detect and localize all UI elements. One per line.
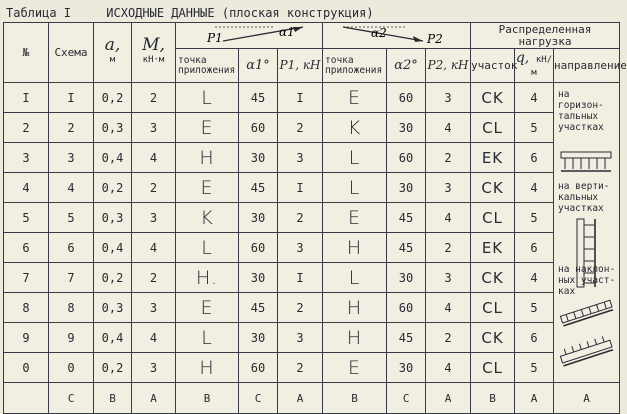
- row-number: 5: [4, 203, 49, 233]
- alpha1-cell: 30: [239, 143, 278, 173]
- direction-vertical-label: на верти- кальных участках: [558, 181, 610, 214]
- alpha2-cell: 30: [387, 173, 426, 203]
- col-moment-header: M, кН·м: [132, 23, 176, 83]
- q-cell: 4: [515, 263, 554, 293]
- alpha2-cell: 60: [387, 293, 426, 323]
- p2-kn-header: P2, кН: [426, 49, 471, 83]
- a-cell: 0,4: [94, 323, 132, 353]
- moment-cell: 4: [132, 233, 176, 263]
- a-cell: 0,4: [94, 143, 132, 173]
- footer-cell: А: [132, 383, 176, 414]
- distributed-load-header: Распределенная нагрузка: [471, 23, 620, 49]
- alpha1-cell: 30: [239, 203, 278, 233]
- alpha2-cell: 60: [387, 83, 426, 113]
- section-cell: CL: [471, 293, 515, 323]
- moment-cell: 3: [132, 113, 176, 143]
- footer-cell: С: [49, 383, 94, 414]
- p2-cell: 4: [426, 113, 471, 143]
- table-row: [4, 263, 620, 293]
- alpha1-label: α1: [279, 25, 295, 39]
- alpha1-header: α1°: [239, 49, 278, 83]
- p1-cell: 2: [278, 203, 323, 233]
- moment-cell: 4: [132, 323, 176, 353]
- moment-cell: 3: [132, 353, 176, 383]
- footer-cell: В: [323, 383, 387, 414]
- row-number: 4: [4, 173, 49, 203]
- scheme-cell: 0: [49, 353, 94, 383]
- alpha2-cell: 45: [387, 203, 426, 233]
- q-cell: 5: [515, 353, 554, 383]
- moment-cell: 4: [132, 143, 176, 173]
- alpha1-cell: 45: [239, 293, 278, 323]
- inclined-load-icon-1: [557, 298, 617, 330]
- moment-cell: 2: [132, 83, 176, 113]
- point2-cell: E: [323, 83, 387, 113]
- section-cell: EK: [471, 143, 515, 173]
- a-cell: 0,2: [94, 173, 132, 203]
- section-cell: CK: [471, 323, 515, 353]
- footer-cell: А: [515, 383, 554, 414]
- row-number: 7: [4, 263, 49, 293]
- point1-cell: E: [176, 293, 239, 323]
- initial-data-table: [3, 22, 627, 414]
- section-cell: CK: [471, 83, 515, 113]
- p1-cell: 3: [278, 323, 323, 353]
- row-number: 0: [4, 353, 49, 383]
- inclined-load-icon-2: [557, 338, 617, 370]
- a-cell: 0,2: [94, 353, 132, 383]
- scheme-cell: 8: [49, 293, 94, 323]
- q-cell: 6: [515, 143, 554, 173]
- section-cell: CK: [471, 263, 515, 293]
- point2-cell: H: [323, 293, 387, 323]
- moment-cell: 3: [132, 203, 176, 233]
- section-cell: CL: [471, 113, 515, 143]
- footer-cell: В: [471, 383, 515, 414]
- direction-horizontal-label: на горизон- тальных участках: [558, 89, 604, 133]
- direction-inclined-label: на наклон- ных участ- ках: [558, 264, 616, 297]
- p2-cell: 2: [426, 143, 471, 173]
- col-number-header: №: [4, 23, 49, 83]
- scheme-cell: 2: [49, 113, 94, 143]
- alpha2-header: α2°: [387, 49, 426, 83]
- row-number: 2: [4, 113, 49, 143]
- section-cell: CL: [471, 203, 515, 233]
- point2-cell: E: [323, 353, 387, 383]
- footer-cell: В: [94, 383, 132, 414]
- row-number: I: [4, 83, 49, 113]
- point1-cell: H: [176, 143, 239, 173]
- alpha2-cell: 45: [387, 233, 426, 263]
- alpha1-cell: 60: [239, 353, 278, 383]
- alpha2-cell: 30: [387, 113, 426, 143]
- alpha2-cell: 60: [387, 143, 426, 173]
- alpha1-cell: 30: [239, 263, 278, 293]
- alpha1-cell: 30: [239, 323, 278, 353]
- table-row: [4, 203, 620, 233]
- point2-cell: L: [323, 143, 387, 173]
- footer-cell: В: [176, 383, 239, 414]
- scheme-cell: 5: [49, 203, 94, 233]
- p2-label: P2: [426, 32, 443, 46]
- footer-cell: А: [426, 383, 471, 414]
- direction-cell: [554, 83, 620, 383]
- footer-cell: [4, 383, 49, 414]
- q-cell: 5: [515, 203, 554, 233]
- point2-cell: K: [323, 113, 387, 143]
- force2-vector-icon: [327, 23, 467, 45]
- moment-cell: 3: [132, 293, 176, 323]
- row-number: 6: [4, 233, 49, 263]
- point1-header: точка приложения: [176, 49, 239, 83]
- a-cell: 0,3: [94, 113, 132, 143]
- p2-cell: 2: [426, 233, 471, 263]
- q-cell: 5: [515, 113, 554, 143]
- point1-cell: E: [176, 173, 239, 203]
- p1-cell: 3: [278, 143, 323, 173]
- force2-header: [323, 23, 471, 49]
- p2-cell: 4: [426, 293, 471, 323]
- row-number: 9: [4, 323, 49, 353]
- row-number: 8: [4, 293, 49, 323]
- alpha1-cell: 45: [239, 173, 278, 203]
- moment-cell: 2: [132, 173, 176, 203]
- p1-label: P1: [207, 31, 223, 45]
- table-row: [4, 83, 620, 113]
- table-row: [4, 143, 620, 173]
- alpha1-cell: 60: [239, 233, 278, 263]
- section-header: участок: [471, 49, 515, 83]
- direction-header: направление: [554, 49, 620, 83]
- point1-cell: K: [176, 203, 239, 233]
- point2-cell: E: [323, 203, 387, 233]
- p1-cell: 2: [278, 293, 323, 323]
- p2-cell: 2: [426, 323, 471, 353]
- footer-cell: С: [239, 383, 278, 414]
- alpha1-cell: 60: [239, 113, 278, 143]
- point1-cell: L: [176, 233, 239, 263]
- table-title: ИСХОДНЫЕ ДАННЫЕ (плоская конструкция): [106, 6, 374, 20]
- point1-cell: L: [176, 323, 239, 353]
- q-cell: 6: [515, 233, 554, 263]
- p1-kn-header: P1, кН: [278, 49, 323, 83]
- horizontal-load-icon: [559, 151, 615, 173]
- point1-cell: L: [176, 83, 239, 113]
- table-number: Таблица I: [6, 6, 72, 20]
- point1-cell: E: [176, 113, 239, 143]
- p1-cell: 3: [278, 233, 323, 263]
- p1-cell: 2: [278, 353, 323, 383]
- a-cell: 0,4: [94, 233, 132, 263]
- q-cell: 6: [515, 323, 554, 353]
- force1-vector-icon: [179, 23, 319, 45]
- p1-cell: I: [278, 83, 323, 113]
- p2-cell: 4: [426, 353, 471, 383]
- footer-cell: А: [554, 383, 620, 414]
- table-caption: [6, 6, 374, 20]
- alpha2-label: α2: [370, 26, 387, 40]
- footer-cell: А: [278, 383, 323, 414]
- section-cell: CL: [471, 353, 515, 383]
- a-cell: 0,2: [94, 83, 132, 113]
- point2-cell: L: [323, 173, 387, 203]
- moment-cell: 2: [132, 263, 176, 293]
- section-cell: CK: [471, 173, 515, 203]
- alpha2-cell: 30: [387, 353, 426, 383]
- scheme-cell: 4: [49, 173, 94, 203]
- q-cell: 4: [515, 173, 554, 203]
- table-row: [4, 233, 620, 263]
- col-a-header: a, м: [94, 23, 132, 83]
- footer-row: [4, 383, 620, 414]
- p2-cell: 3: [426, 263, 471, 293]
- scheme-cell: 7: [49, 263, 94, 293]
- a-cell: 0,3: [94, 203, 132, 233]
- table-row: [4, 323, 620, 353]
- scheme-cell: 3: [49, 143, 94, 173]
- point2-cell: L: [323, 263, 387, 293]
- footer-cell: С: [387, 383, 426, 414]
- table-row: [4, 173, 620, 203]
- scheme-cell: 6: [49, 233, 94, 263]
- row-number: 3: [4, 143, 49, 173]
- scheme-cell: I: [49, 83, 94, 113]
- q-header: q, кН/м: [515, 49, 554, 83]
- point2-cell: H: [323, 233, 387, 263]
- p2-cell: 4: [426, 203, 471, 233]
- p1-cell: 2: [278, 113, 323, 143]
- p1-cell: I: [278, 173, 323, 203]
- a-cell: 0,2: [94, 263, 132, 293]
- alpha2-cell: 45: [387, 323, 426, 353]
- force1-header: [176, 23, 323, 49]
- point2-header: точка приложения: [323, 49, 387, 83]
- p2-cell: 3: [426, 83, 471, 113]
- point1-cell: H: [176, 353, 239, 383]
- table-row: [4, 113, 620, 143]
- q-cell: 5: [515, 293, 554, 323]
- p2-cell: 3: [426, 173, 471, 203]
- col-scheme-header: Схема: [49, 23, 94, 83]
- table-row: [4, 293, 620, 323]
- point2-cell: H: [323, 323, 387, 353]
- table-row: [4, 353, 620, 383]
- a-cell: 0,3: [94, 293, 132, 323]
- point1-cell: H.: [176, 263, 239, 293]
- section-cell: EK: [471, 233, 515, 263]
- q-cell: 4: [515, 83, 554, 113]
- data-table-sheet: [3, 22, 627, 408]
- scheme-cell: 9: [49, 323, 94, 353]
- alpha2-cell: 30: [387, 263, 426, 293]
- alpha1-cell: 45: [239, 83, 278, 113]
- p1-cell: I: [278, 263, 323, 293]
